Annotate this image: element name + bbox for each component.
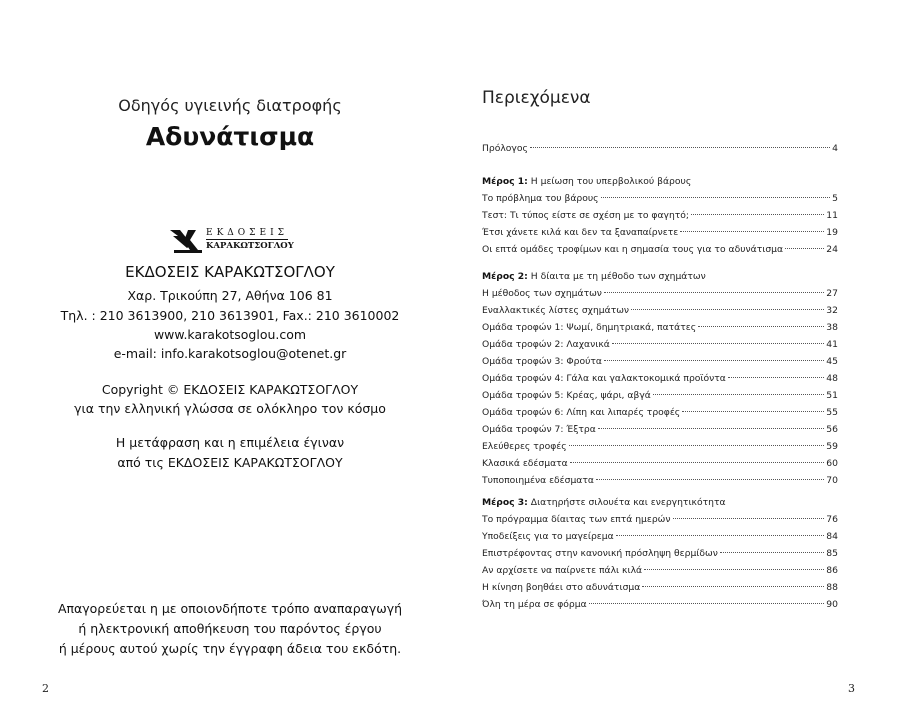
toc-entry-title: Επιστρέφοντας στην κανονική πρόσληψη θερμίδων bbox=[482, 548, 718, 559]
toc-entry-title: Κλασικά εδέσματα bbox=[482, 458, 568, 469]
rights-line-1: Απαγορεύεται η με οποιονδήποτε τρόπο αναπαραγωγή bbox=[57, 601, 403, 616]
dot-leader bbox=[598, 428, 825, 429]
toc-entry bbox=[482, 390, 838, 407]
toc-part-label: Μέρος 2: bbox=[482, 271, 528, 282]
toc-entry-title: Τεστ: Τι τύπος είστε σε σχέση με το φαγητό; bbox=[482, 210, 690, 221]
book-title: Αδυνάτισμα bbox=[145, 122, 315, 151]
publisher-logo-mark-icon bbox=[170, 228, 204, 254]
toc-entry-title: Ομάδα τροφών 4: Γάλα και γαλακτοκομικά προϊόντα bbox=[482, 373, 726, 384]
toc-prologue bbox=[482, 143, 838, 160]
toc-entry-page: 60 bbox=[826, 458, 838, 469]
toc-entry-title: Εναλλακτικές λίστες σχημάτων bbox=[482, 305, 630, 316]
dot-leader bbox=[616, 535, 825, 536]
copyright-line-1: Copyright © ΕΚΔΟΣΕΙΣ ΚΑΡΑΚΩΤΣΟΓΛΟΥ bbox=[101, 382, 359, 397]
dot-leader bbox=[601, 197, 831, 198]
toc-entry bbox=[482, 244, 838, 261]
toc-entry-title: Η μέθοδος των σχημάτων bbox=[482, 288, 602, 299]
toc-part-title: Η δίαιτα με τη μέθοδο των σχημάτων bbox=[530, 271, 706, 282]
toc-entry-page: 11 bbox=[826, 210, 838, 221]
toc-entry-page: 59 bbox=[826, 441, 838, 452]
toc-entry bbox=[482, 475, 838, 492]
toc-entry-page: 24 bbox=[826, 244, 838, 255]
toc-entry-title: Το πρόγραμμα δίαιτας των επτά ημερών bbox=[482, 514, 671, 525]
translation-line-1: Η μετάφραση και η επιμέλεια έγιναν bbox=[115, 435, 345, 450]
toc-entry-page: 27 bbox=[826, 288, 838, 299]
toc-entry-title: Ομάδα τροφών 6: Λίπη και λιπαρές τροφές bbox=[482, 407, 681, 418]
dot-leader bbox=[569, 445, 825, 446]
toc-entry bbox=[482, 582, 838, 599]
dot-leader bbox=[680, 231, 824, 232]
toc-entry-title: Ομάδα τροφών 3: Φρούτα bbox=[482, 356, 602, 367]
toc-entry-page: 48 bbox=[826, 373, 838, 384]
toc-entry-title: Τυποποιημένα εδέσματα bbox=[482, 475, 594, 486]
page-number-left: 2 bbox=[42, 682, 49, 695]
publisher-email: e-mail: info.karakotsoglou@otenet.gr bbox=[113, 346, 347, 361]
toc-entry bbox=[482, 305, 838, 322]
toc-entry-page: 32 bbox=[826, 305, 838, 316]
toc-entry-page: 5 bbox=[832, 193, 838, 204]
dot-leader bbox=[644, 569, 824, 570]
toc-entry-title: Έτσι χάνετε κιλά και δεν τα ξαναπαίρνετε bbox=[482, 227, 679, 238]
toc-entry-title: Πρόλογος bbox=[482, 143, 528, 154]
toc-entry bbox=[482, 193, 838, 210]
dot-leader bbox=[604, 292, 824, 293]
book-subtitle: Οδηγός υγιεινής διατροφής bbox=[118, 96, 342, 115]
toc-entry-page: 38 bbox=[826, 322, 838, 333]
toc-entry bbox=[482, 531, 838, 548]
toc-entry-page: 41 bbox=[826, 339, 838, 350]
toc-entry-page: 19 bbox=[826, 227, 838, 238]
toc-entry bbox=[482, 514, 838, 531]
toc-entry-page: 76 bbox=[826, 514, 838, 525]
toc-entry-title: Ομάδα τροφών 7: Έξτρα bbox=[482, 424, 596, 435]
toc-entry-title: Ελεύθερες τροφές bbox=[482, 441, 567, 452]
dot-leader bbox=[720, 552, 824, 553]
toc-part-heading bbox=[482, 176, 838, 193]
logo-line-2: ΚΑΡΑΚΩΤΣΟΓΛΟΥ bbox=[206, 241, 294, 251]
toc-part-label: Μέρος 3: bbox=[482, 497, 528, 508]
publisher-website: www.karakotsoglou.com bbox=[153, 327, 307, 342]
toc-entry-page: 4 bbox=[832, 143, 838, 154]
toc-entry bbox=[482, 407, 838, 424]
toc-part-label: Μέρος 1: bbox=[482, 176, 528, 187]
toc-part-heading bbox=[482, 271, 838, 288]
toc-entry-page: 86 bbox=[826, 565, 838, 576]
toc-part-2 bbox=[482, 271, 838, 492]
dot-leader bbox=[612, 343, 824, 344]
toc-entry-page: 85 bbox=[826, 548, 838, 559]
toc-entry bbox=[482, 339, 838, 356]
page-number-right: 3 bbox=[848, 682, 855, 695]
toc-entry-page: 84 bbox=[826, 531, 838, 542]
publisher-address: Χαρ. Τρικούπη 27, Αθήνα 106 81 bbox=[127, 288, 333, 303]
publisher-name: ΕΚΔΟΣΕΙΣ ΚΑΡΑΚΩΤΣΟΓΛΟΥ bbox=[125, 263, 335, 281]
toc-entry bbox=[482, 548, 838, 565]
dot-leader bbox=[570, 462, 825, 463]
logo-line-1: ΕΚΔΟΣΕΙΣ bbox=[206, 228, 289, 238]
toc-entry bbox=[482, 143, 838, 160]
dot-leader bbox=[682, 411, 824, 412]
toc-entry-page: 55 bbox=[826, 407, 838, 418]
dot-leader bbox=[530, 147, 830, 148]
dot-leader bbox=[631, 309, 824, 310]
dot-leader bbox=[653, 394, 824, 395]
copyright-line-2: για την ελληνική γλώσσα σε ολόκληρο τον κόσμο bbox=[74, 401, 386, 416]
toc-part-heading bbox=[482, 497, 838, 514]
toc-entry bbox=[482, 441, 838, 458]
toc-entry-title: Ομάδα τροφών 5: Κρέας, ψάρι, αβγά bbox=[482, 390, 651, 401]
dot-leader bbox=[673, 518, 825, 519]
translation-line-2: από τις ΕΚΔΟΣΕΙΣ ΚΑΡΑΚΩΤΣΟΓΛΟΥ bbox=[117, 455, 343, 470]
toc-part-title: Διατηρήστε σιλουέτα και ενεργητικότητα bbox=[530, 497, 726, 508]
right-page bbox=[450, 0, 900, 712]
toc-entry-page: 70 bbox=[826, 475, 838, 486]
toc-part-3 bbox=[482, 497, 838, 616]
dot-leader bbox=[604, 360, 824, 361]
publisher-logo bbox=[170, 228, 294, 256]
toc-part-title: Η μείωση του υπερβολικού βάρους bbox=[530, 176, 692, 187]
toc-entry-title: Ομάδα τροφών 2: Λαχανικά bbox=[482, 339, 610, 350]
toc-part-1 bbox=[482, 176, 838, 261]
toc-entry-title: Αν αρχίσετε να παίρνετε πάλι κιλά bbox=[482, 565, 643, 576]
toc-entry bbox=[482, 424, 838, 441]
toc-entry-title: Η κίνηση βοηθάει στο αδυνάτισμα bbox=[482, 582, 641, 593]
dot-leader bbox=[785, 248, 824, 249]
toc-heading: Περιεχόμενα bbox=[482, 88, 591, 108]
dot-leader bbox=[728, 377, 824, 378]
dot-leader bbox=[698, 326, 824, 327]
toc-entry-page: 90 bbox=[826, 599, 838, 610]
toc-entry bbox=[482, 210, 838, 227]
toc-entry-title: Όλη τη μέρα σε φόρμα bbox=[482, 599, 587, 610]
toc-entry bbox=[482, 458, 838, 475]
toc-entry bbox=[482, 288, 838, 305]
toc-entry-title: Ομάδα τροφών 1: Ψωμί, δημητριακά, πατάτες bbox=[482, 322, 697, 333]
toc-entry-title: Υποδείξεις για το μαγείρεμα bbox=[482, 531, 614, 542]
toc-entry bbox=[482, 322, 838, 339]
toc-entry-page: 56 bbox=[826, 424, 838, 435]
toc-entry-title: Το πρόβλημα του βάρους bbox=[482, 193, 599, 204]
toc-entry-page: 45 bbox=[826, 356, 838, 367]
rights-line-2: ή ηλεκτρονική αποθήκευση του παρόντος έργου bbox=[78, 621, 382, 636]
toc-entry-page: 51 bbox=[826, 390, 838, 401]
toc-entry-page: 88 bbox=[826, 582, 838, 593]
dot-leader bbox=[642, 586, 824, 587]
toc-entry bbox=[482, 356, 838, 373]
dot-leader bbox=[596, 479, 824, 480]
toc-entry-title: Οι επτά ομάδες τροφίμων και η σημασία τους για το αδυνάτισμα bbox=[482, 244, 784, 255]
dot-leader bbox=[691, 214, 824, 215]
publisher-phones: Τηλ. : 210 3613900, 210 3613901, Fax.: 210 3610002 bbox=[60, 308, 400, 323]
toc-entry bbox=[482, 565, 838, 582]
dot-leader bbox=[589, 603, 825, 604]
toc-entry bbox=[482, 599, 838, 616]
toc-entry bbox=[482, 227, 838, 244]
toc-entry bbox=[482, 373, 838, 390]
rights-line-3: ή μέρους αυτού χωρίς την έγγραφη άδεια του εκδότη. bbox=[58, 641, 402, 656]
